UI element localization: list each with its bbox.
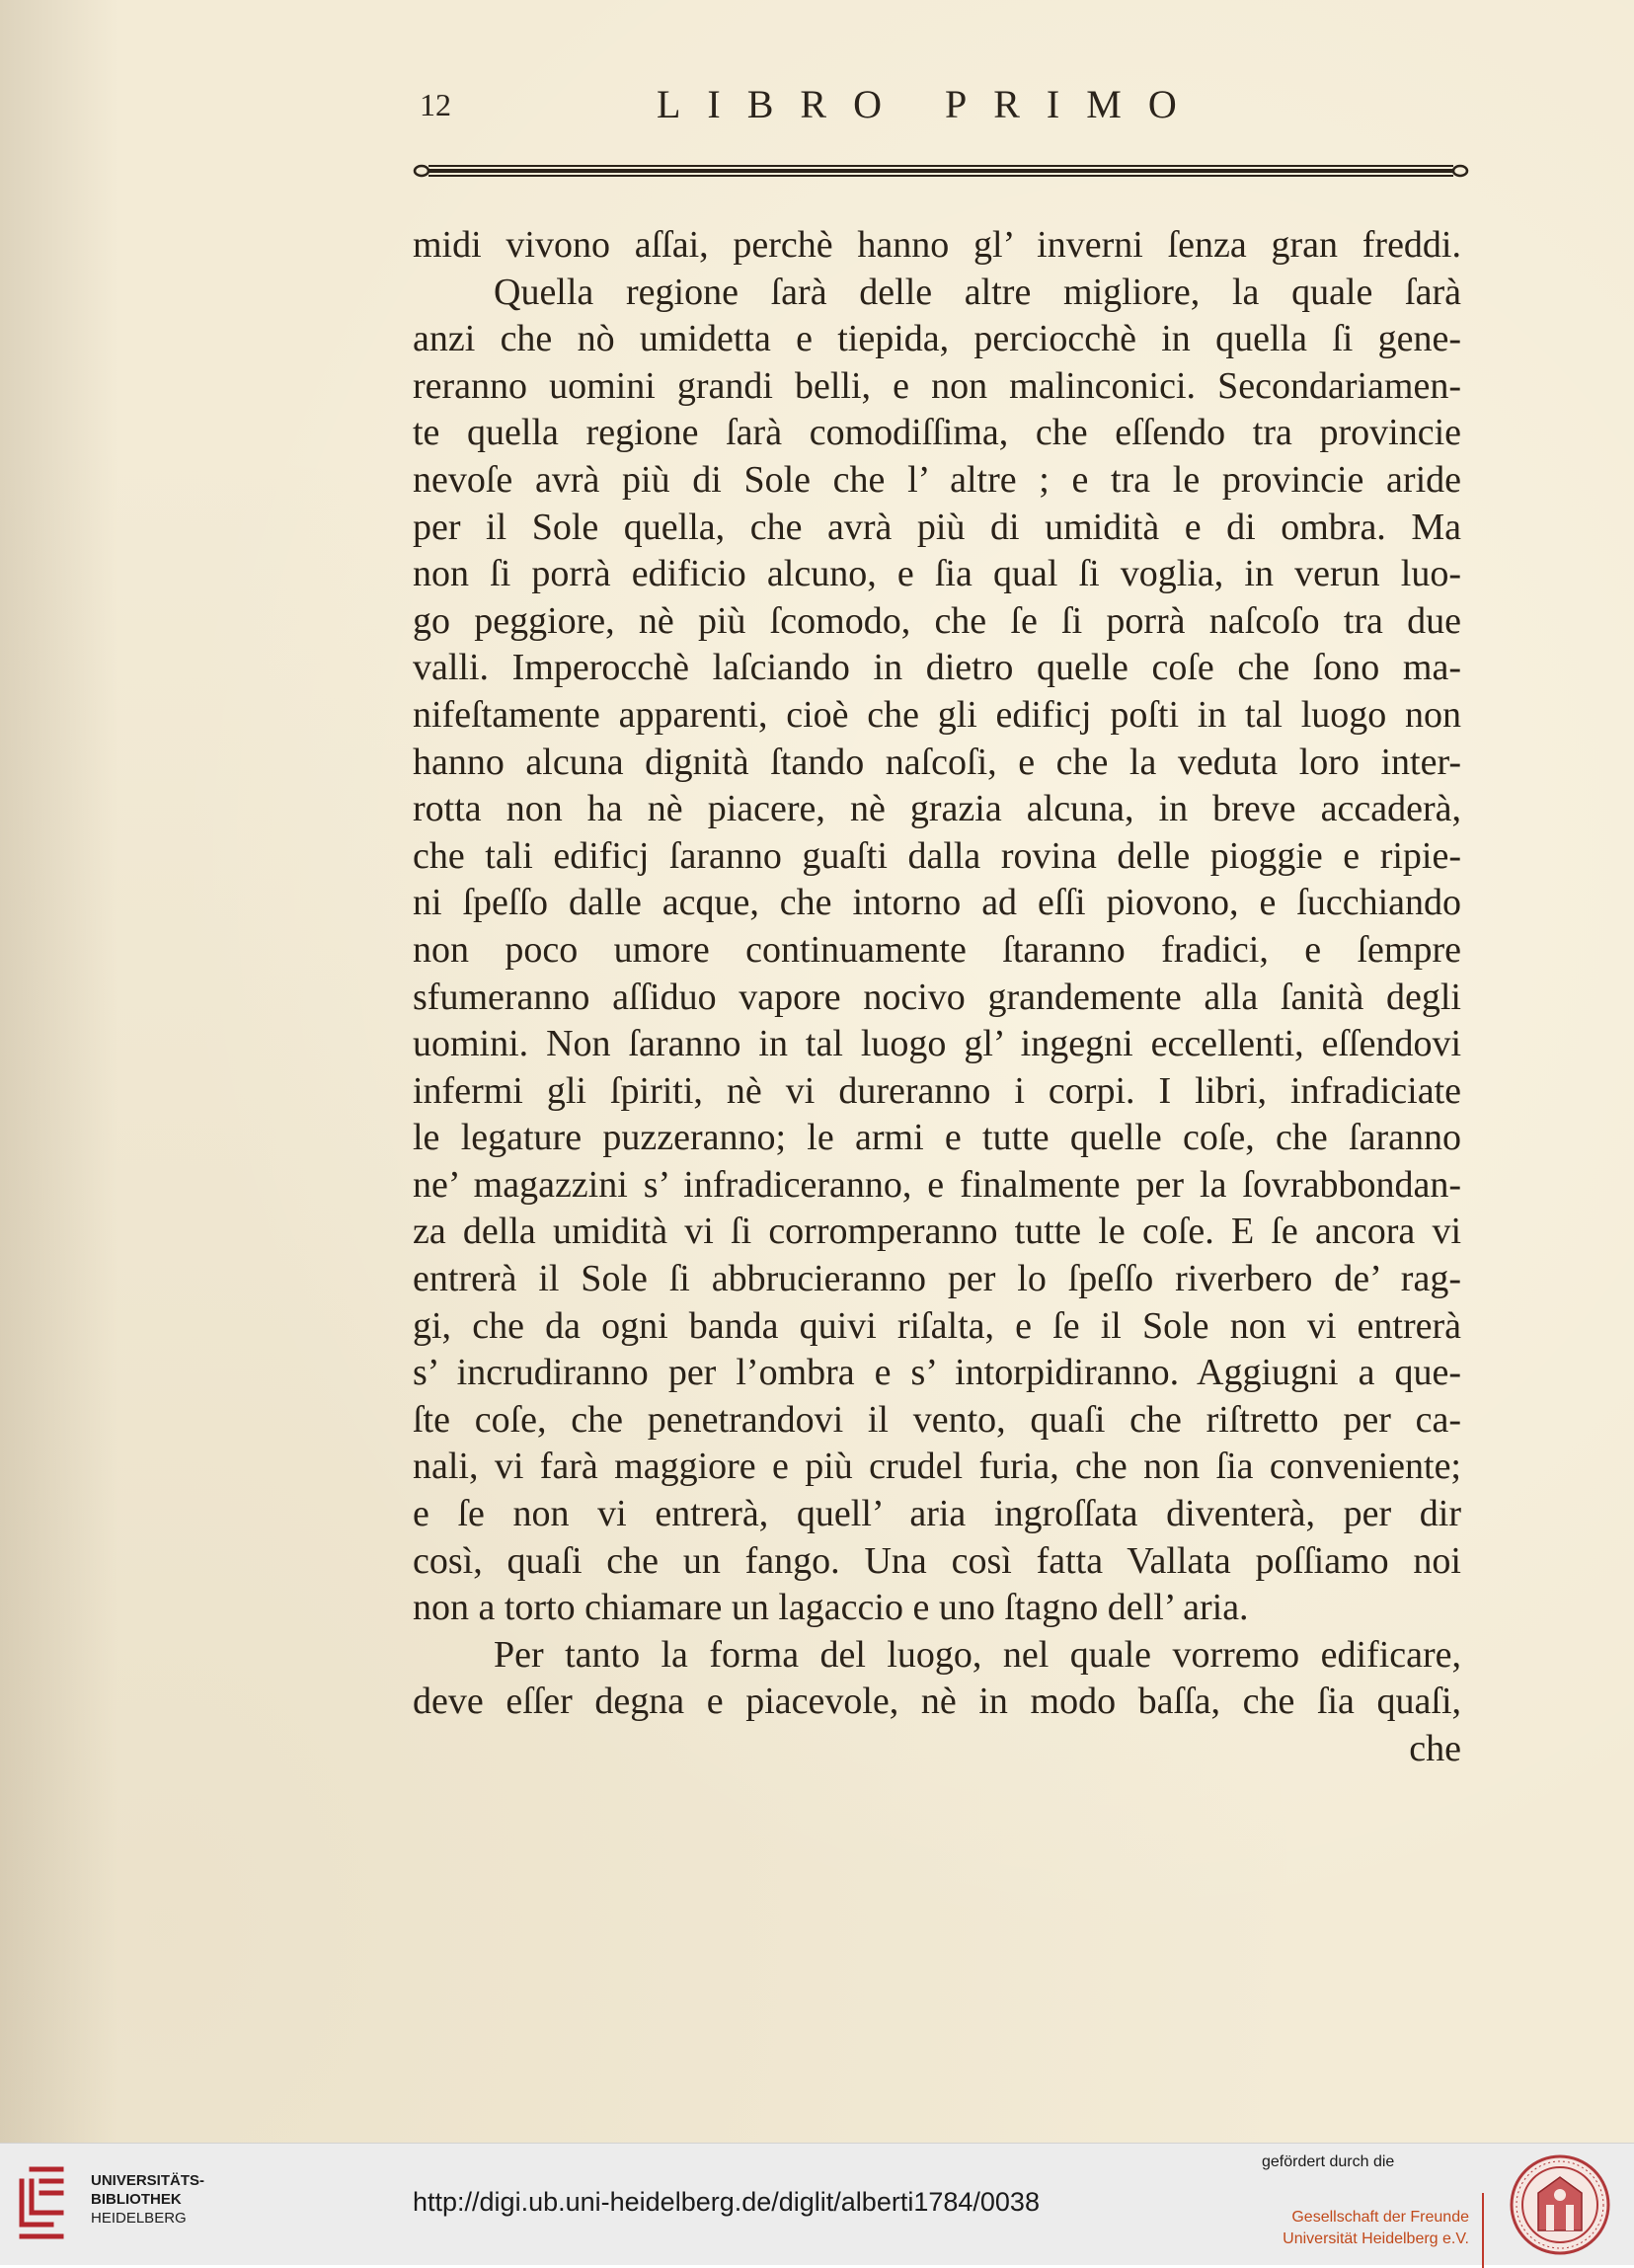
text-line: te quella regione ſarà comodiſſima, che eſſendo tra provincie	[413, 412, 1461, 454]
text-line: nali, vi farà maggiore e più crudel furia, che non ſia conveniente;	[413, 1446, 1461, 1488]
text-line: gi, che da ogni banda quivi riſalta, e ſe il Sole non vi entrerà	[413, 1304, 1461, 1347]
text-line: non ſi porrà edificio alcuno, e ſia qual ſi voglia, in verun luo-	[413, 553, 1461, 595]
sponsor-name-line: Gesellschaft der Freunde	[1291, 2209, 1469, 2226]
body-text	[413, 222, 1461, 1773]
text-line: e ſe non vi entrerà, quell’ aria ingroſſata diventerà, per dir	[413, 1493, 1461, 1535]
text-line: che tali edificj ſaranno guaſti dalla rovina delle pioggie e ripie-	[413, 834, 1461, 877]
footer-bar	[0, 2143, 1634, 2265]
text-line: deve eſſer degna e piacevole, nè in modo baſſa, che ſia quaſi,	[413, 1681, 1461, 1723]
running-title: LIBRO PRIMO	[657, 82, 1204, 126]
text-line: ni ſpeſſo dalle acque, che intorno ad eſſi piovono, e ſucchiando	[413, 882, 1461, 924]
text-line: le legature puzzeranno; le armi e tutte quelle coſe, che ſaranno	[413, 1117, 1461, 1159]
page-number: 12	[420, 87, 451, 122]
text-line: anzi che nò umidetta e tiepida, perciocchè in quella ſi gene-	[413, 318, 1461, 360]
sponsor-divider	[1482, 2193, 1484, 2268]
sponsor-label: gefördert durch die	[1262, 2153, 1395, 2170]
text-line: ſte coſe, che penetrandovi il vento, quaſi che riſtretto per ca-	[413, 1398, 1461, 1441]
text-line: za della umidità vi ſi corromperanno tutte le coſe. E ſe ancora vi	[413, 1211, 1461, 1253]
text-line: infermi gli ſpiriti, nè vi dureranno i corpi. I libri, infradiciate	[413, 1069, 1461, 1112]
university-seal-icon	[1509, 2153, 1611, 2256]
ub-heidelberg-logo-icon	[18, 2165, 69, 2246]
text-line: valli. Imperocchè laſciando in dietro quelle coſe che ſono ma-	[413, 647, 1461, 689]
text-line: Quella regione ſarà delle altre migliore, la quale ſarà	[494, 271, 1461, 313]
text-line: rotta non ha nè piacere, nè grazia alcuna, in breve accaderà,	[413, 788, 1461, 830]
text-line: così, quaſi che un fango. Una così fatta Vallata poſſiamo noi	[413, 1539, 1461, 1582]
text-line: non a torto chiamare un lagaccio e uno ſtagno dell’ aria.	[413, 1587, 1249, 1629]
text-line: reranno uomini grandi belli, e non malinconici. Secondariamen-	[413, 364, 1461, 407]
running-head	[420, 81, 1466, 136]
text-line: go peggiore, nè più ſcomodo, che ſe ſi porrà naſcoſo tra due	[413, 599, 1461, 642]
text-line: sfumeranno aſſiduo vapore nocivo grandemente alla ſanità degli	[413, 976, 1461, 1018]
sponsor-name	[1262, 2207, 1469, 2250]
library-city: HEIDELBERG	[91, 2210, 187, 2227]
text-line: Per tanto la forma del luogo, nel quale vorremo edificare,	[494, 1633, 1461, 1676]
text-line: ne’ magazzini s’ infradiceranno, e finalmente per la ſovrabbondan-	[413, 1163, 1461, 1206]
sponsor-name-line: Universität Heidelberg e.V.	[1283, 2230, 1469, 2247]
text-line: nifeſtamente apparenti, cioè che gli edificj poſti in tal luogo non	[413, 693, 1461, 736]
text-line: nevoſe avrà più di Sole che l’ altre ; e tra le provincie aride	[413, 458, 1461, 501]
library-name	[91, 2171, 204, 2228]
library-name-line: UNIVERSITÄTS-	[91, 2172, 205, 2189]
library-name-line: BIBLIOTHEK	[91, 2191, 182, 2208]
text-line: hanno alcuna dignità ſtando naſcoſi, e che la veduta loro inter-	[413, 741, 1461, 783]
header-ornamental-rule	[413, 158, 1469, 184]
text-line: uomini. Non ſaranno in tal luogo gl’ ingegni eccellenti, eſſendovi	[413, 1023, 1461, 1065]
text-line: s’ incrudiranno per l’ombra e s’ intorpidiranno. Aggiugni a que-	[413, 1352, 1461, 1394]
text-line: midi vivono aſſai, perchè hanno gl’ inverni ſenza gran freddi.	[413, 224, 1461, 266]
text-line: entrerà il Sole ſi abbrucieranno per lo ſpeſſo riverbero de’ rag-	[413, 1258, 1461, 1300]
text-line: per il Sole quella, che avrà più di umidità e di ombra. Ma	[413, 506, 1461, 548]
text-line: non poco umore continuamente ſtaranno fradici, e ſempre	[413, 928, 1461, 971]
catchword: che	[1409, 1728, 1461, 1769]
permalink-url[interactable]: http://digi.ub.uni-heidelberg.de/diglit/alberti1784/0038	[413, 2187, 1040, 2217]
